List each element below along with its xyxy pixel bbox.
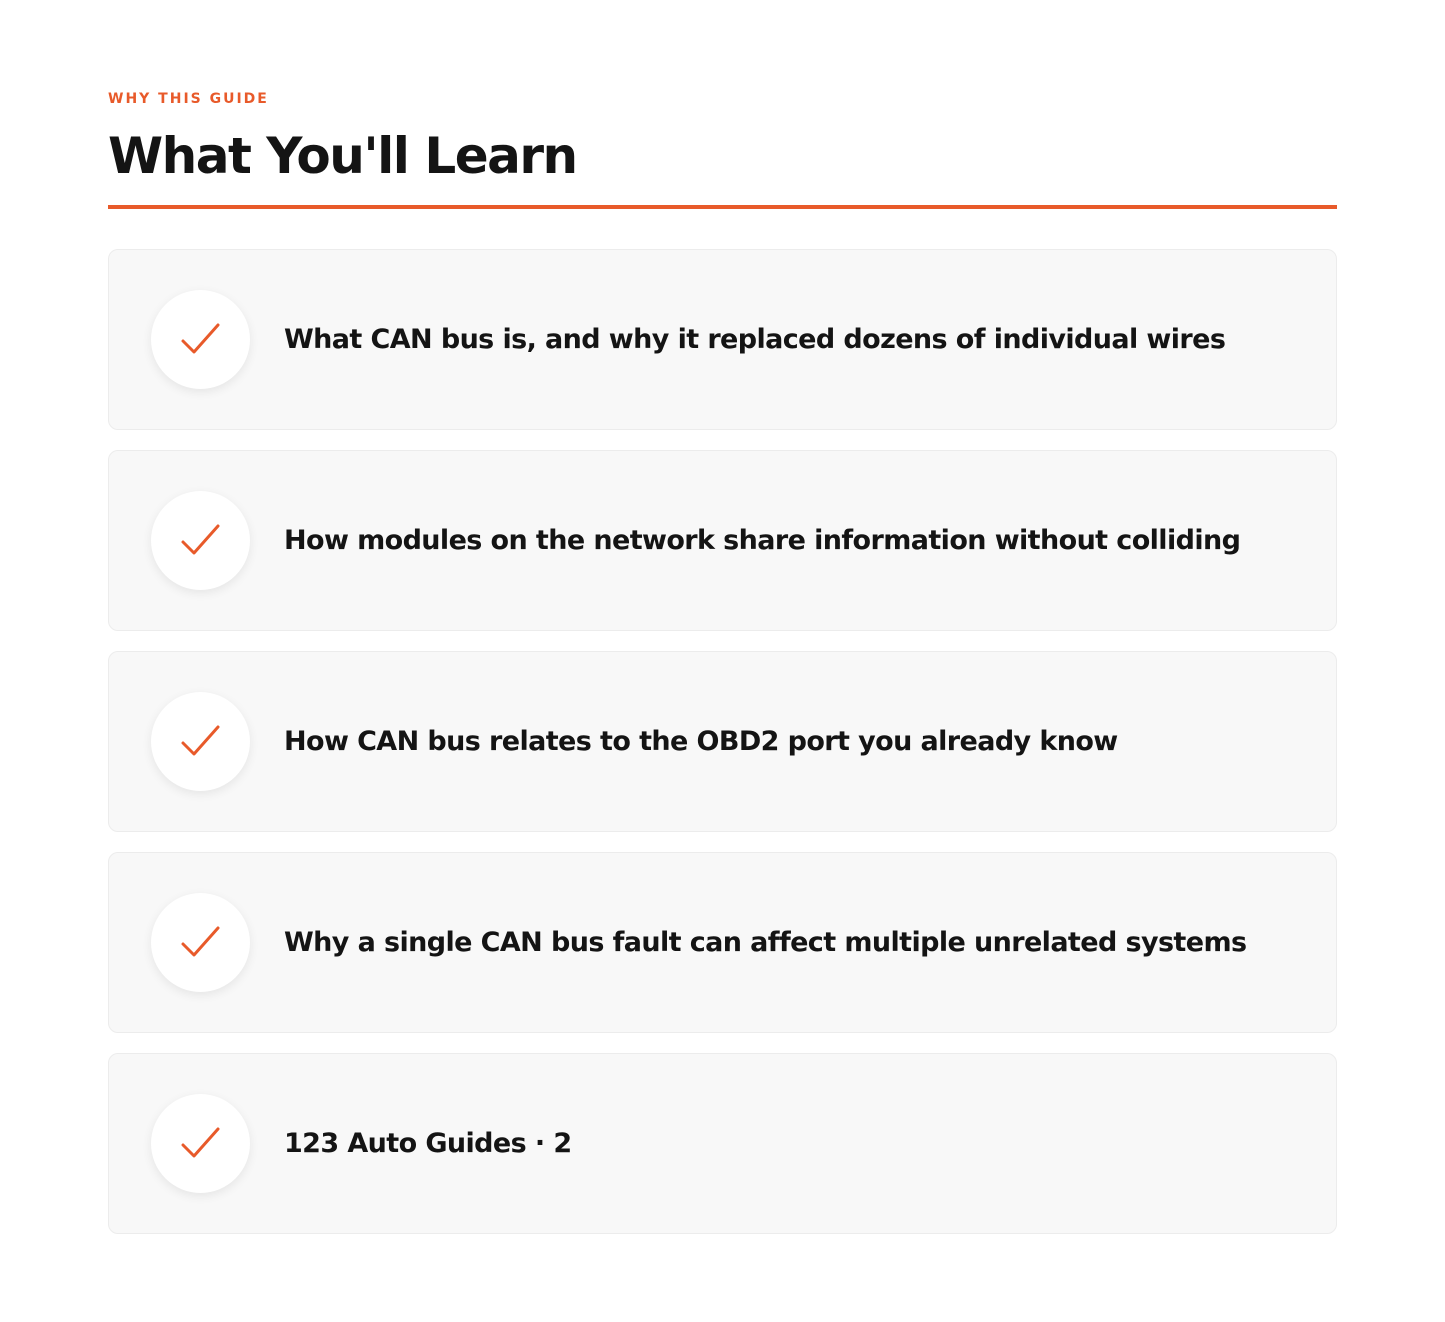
list-item-text: How modules on the network share information without colliding (284, 525, 1241, 556)
checkmark-badge (151, 290, 250, 389)
checkmark-icon (180, 1125, 221, 1162)
checkmark-badge (151, 1094, 250, 1193)
checkmark-icon (180, 522, 221, 559)
list-item-text: What CAN bus is, and why it replaced dozens of individual wires (284, 324, 1226, 355)
checkmark-icon (180, 924, 221, 961)
list-item (108, 450, 1337, 631)
checkmark-icon (180, 723, 221, 760)
title-underline (108, 205, 1337, 209)
list-item (108, 651, 1337, 832)
section-title: What You'll Learn (108, 127, 577, 185)
learning-list (108, 249, 1337, 1254)
list-item-text: How CAN bus relates to the OBD2 port you already know (284, 726, 1118, 757)
section-eyebrow: WHY THIS GUIDE (108, 91, 269, 107)
list-item (108, 852, 1337, 1033)
checkmark-badge (151, 893, 250, 992)
list-item-text: 123 Auto Guides · 2 (284, 1128, 572, 1159)
list-item (108, 1053, 1337, 1234)
list-item-text: Why a single CAN bus fault can affect multiple unrelated systems (284, 927, 1247, 958)
list-item (108, 249, 1337, 430)
checkmark-badge (151, 491, 250, 590)
checkmark-icon (180, 321, 221, 358)
checkmark-badge (151, 692, 250, 791)
